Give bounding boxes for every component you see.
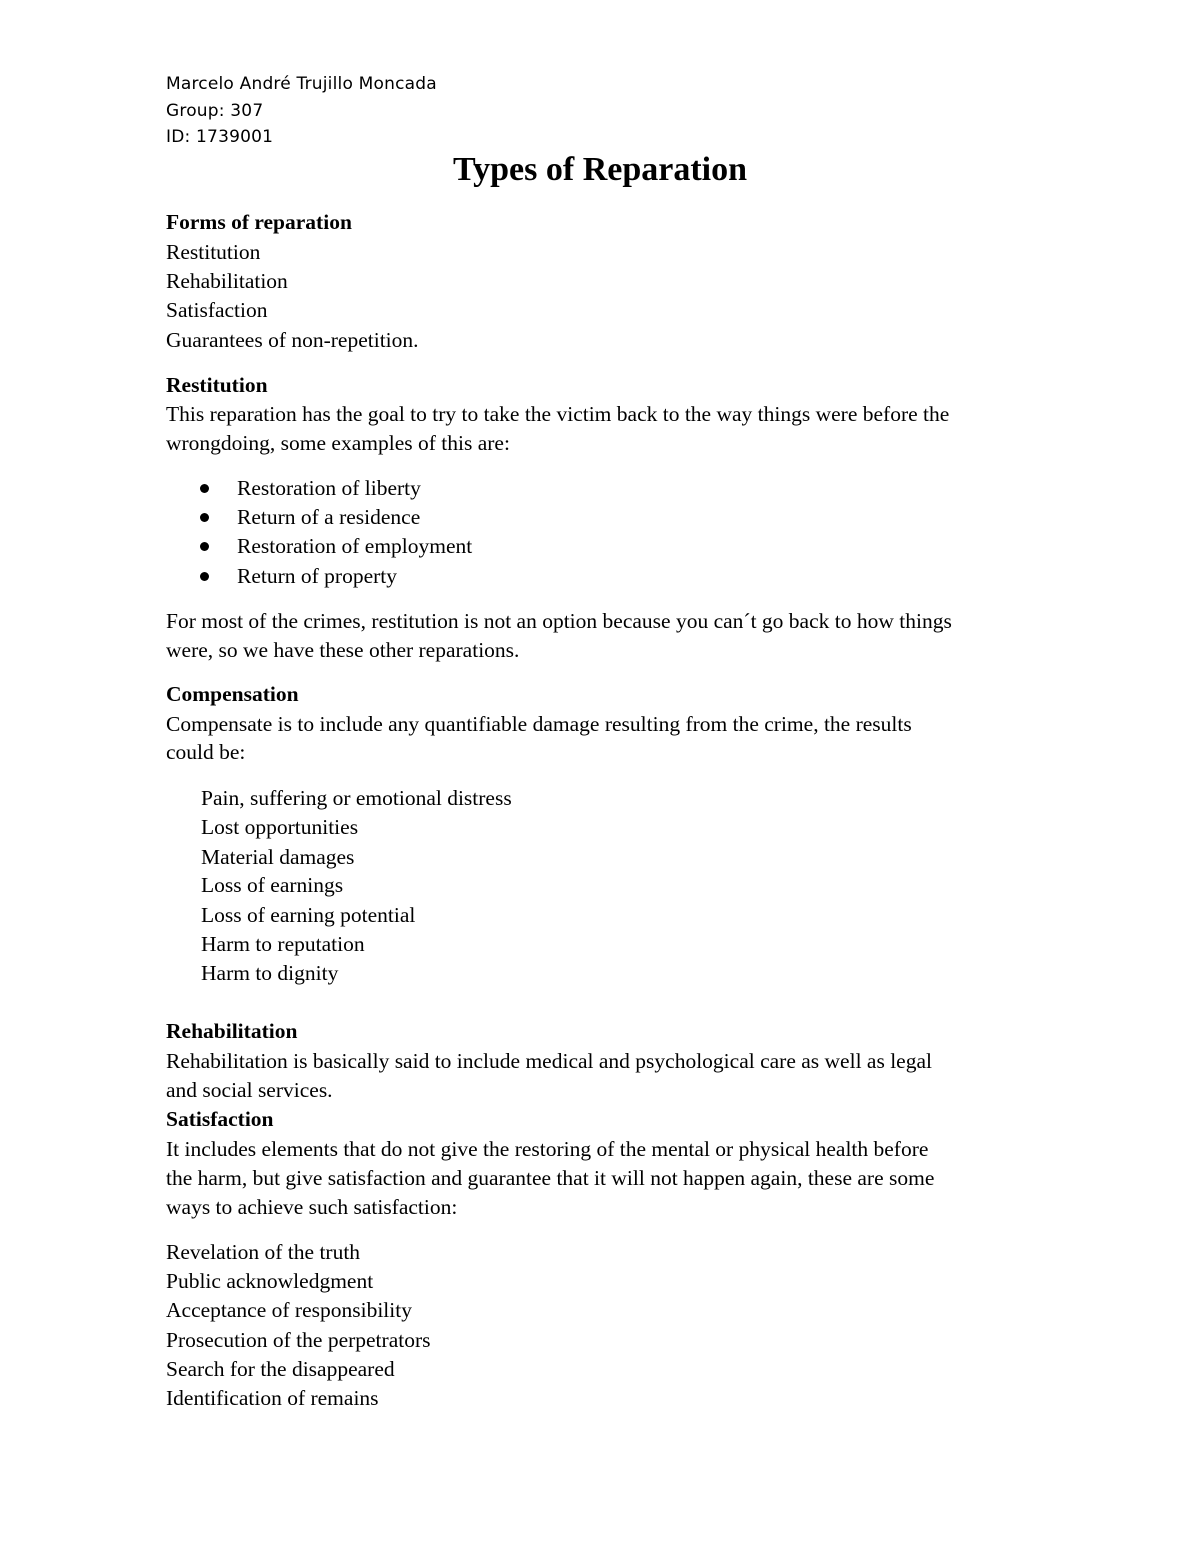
- compensation-item: Loss of earning potential: [201, 903, 416, 927]
- satisfaction-item: Search for the disappeared: [166, 1357, 395, 1381]
- bullet-icon: [200, 572, 209, 581]
- compensation-item: Pain, suffering or emotional distress: [201, 786, 512, 810]
- forms-item: Guarantees of non-repetition.: [166, 328, 419, 352]
- forms-item: Restitution: [166, 240, 261, 264]
- compensation-item: Lost opportunities: [201, 815, 359, 839]
- document-title: Types of Reparation: [452, 151, 748, 188]
- restitution-intro-line: wrongdoing, some examples of this are:: [166, 431, 510, 455]
- restitution-heading: Restitution: [166, 373, 268, 397]
- forms-item: Satisfaction: [166, 298, 268, 322]
- student-id: ID: 1739001: [166, 127, 274, 147]
- restitution-intro-line: This reparation has the goal to try to take the victim back to the way things were before the: [166, 402, 950, 426]
- forms-heading: Forms of reparation: [166, 210, 352, 234]
- compensation-intro-line: could be:: [166, 740, 246, 764]
- compensation-item: Harm to reputation: [201, 932, 365, 956]
- satisfaction-body-line: the harm, but give satisfaction and guarantee that it will not happen again, these are some: [166, 1166, 935, 1190]
- restitution-outro-line: were, so we have these other reparations.: [166, 638, 520, 662]
- satisfaction-item: Prosecution of the perpetrators: [166, 1328, 431, 1352]
- bullet-icon: [200, 484, 209, 493]
- forms-item: Rehabilitation: [166, 269, 288, 293]
- satisfaction-body-line: It includes elements that do not give the restoring of the mental or physical health before: [166, 1137, 929, 1161]
- restitution-bullet-item: Return of a residence: [237, 505, 421, 529]
- bullet-icon: [200, 513, 209, 522]
- bullet-icon: [200, 542, 209, 551]
- rehabilitation-body-line: Rehabilitation is basically said to include medical and psychological care as well as legal: [166, 1049, 932, 1073]
- compensation-item: Material damages: [201, 845, 355, 869]
- satisfaction-item: Revelation of the truth: [166, 1240, 361, 1264]
- satisfaction-heading: Satisfaction: [166, 1107, 274, 1131]
- restitution-bullet-item: Restoration of employment: [237, 534, 473, 558]
- satisfaction-item: Public acknowledgment: [166, 1269, 374, 1293]
- compensation-heading: Compensation: [166, 682, 299, 706]
- group-label: Group: 307: [166, 101, 264, 121]
- restitution-bullet-item: Return of property: [237, 564, 398, 588]
- compensation-item: Harm to dignity: [201, 961, 339, 985]
- restitution-outro-line: For most of the crimes, restitution is not an option because you can´t go back to how things: [166, 609, 952, 633]
- rehabilitation-body-line: and social services.: [166, 1078, 333, 1102]
- compensation-intro-line: Compensate is to include any quantifiable damage resulting from the crime, the results: [166, 712, 912, 736]
- satisfaction-item: Identification of remains: [166, 1386, 379, 1410]
- restitution-bullet-item: Restoration of liberty: [237, 476, 421, 500]
- satisfaction-item: Acceptance of responsibility: [166, 1298, 412, 1322]
- satisfaction-body-line: ways to achieve such satisfaction:: [166, 1195, 458, 1219]
- compensation-item: Loss of earnings: [201, 873, 344, 897]
- rehabilitation-heading: Rehabilitation: [166, 1019, 298, 1043]
- author-name: Marcelo André Trujillo Moncada: [166, 74, 437, 94]
